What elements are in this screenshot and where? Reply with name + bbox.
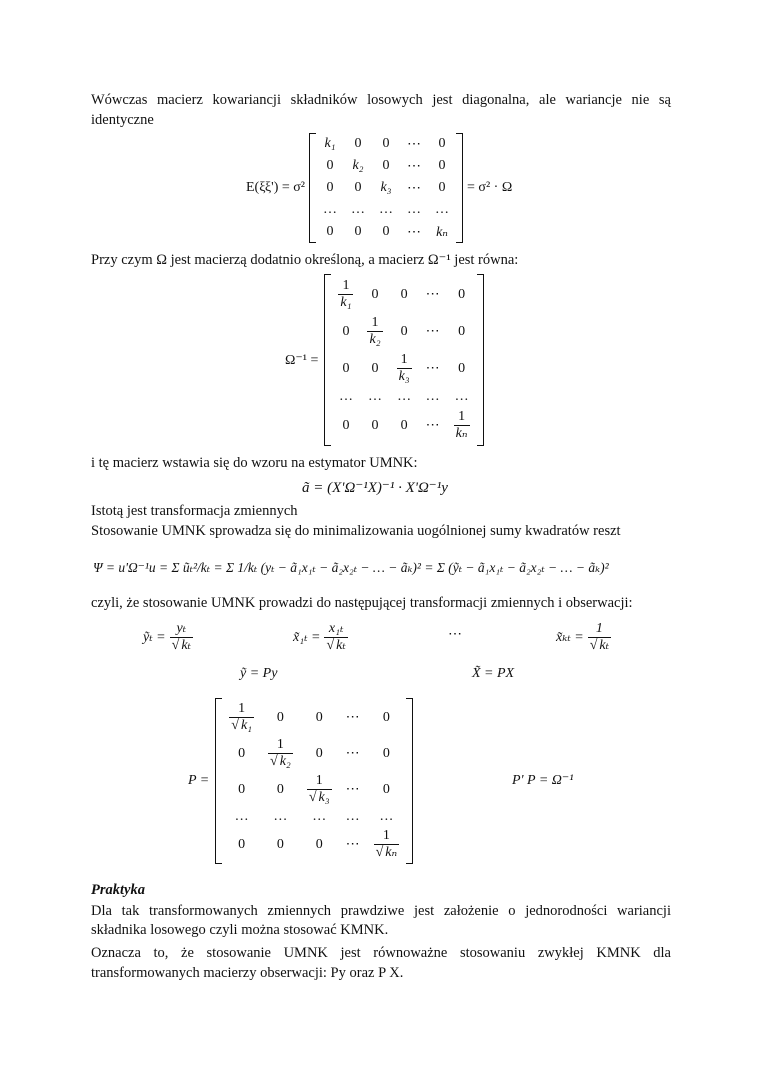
mat1-cell: 0: [438, 136, 446, 151]
transform-y: [143, 614, 193, 660]
paragraph-intro-line1: Wówczas macierz kowariancji składników losowych jest diagonalna, ale wariancje nie są: [91, 92, 671, 108]
paragraph-transform-result: czyli, że stosowanie UMNK prowadzi do następującej transformacji zmiennych i obserwacji:: [91, 595, 633, 611]
mat1-cell: k₁: [324, 136, 336, 151]
matrix-fraction-cell: $\frac{1}{\text{√ k₃}}$: [308, 773, 330, 805]
matrix-cell: 0: [371, 417, 379, 433]
mat1-cell: 0: [382, 136, 390, 151]
matrix-fraction-cell: $\frac{1}{\text{k₁}}$: [340, 278, 352, 310]
matrix-cell: 0: [276, 709, 284, 725]
matrix-p: [215, 698, 413, 864]
t2-frac: $\frac{\text{x₁ₜ}}{\text{√ kₜ}}$: [326, 620, 346, 653]
matrix-cell: ⋯: [345, 746, 360, 761]
paragraph-praktyka-line2: składnika losowego czyli można stosować KMNK.: [91, 922, 389, 938]
matrix-cell: …: [273, 809, 288, 824]
heading-praktyka: Praktyka: [91, 882, 145, 898]
matrix-cell: 0: [371, 360, 379, 376]
eq1-rhs: = σ² · Ω: [467, 180, 513, 195]
t2-lhs: x̃₁ₜ =: [293, 629, 321, 645]
matrix-cell: 0: [400, 286, 408, 302]
matrix-cell: 0: [458, 360, 466, 376]
matrix-cell: ⋯: [425, 418, 440, 433]
matrix-cell: ⋯: [345, 782, 360, 797]
matrix-cell: …: [368, 389, 383, 404]
t1-lhs: ỹₜ =: [143, 629, 166, 645]
transform-xk: [556, 614, 611, 660]
matrix-cell: 0: [238, 836, 246, 852]
matrix-cell: …: [338, 389, 353, 404]
matrix-cell: 0: [238, 781, 246, 797]
matrix-cell: ⋯: [425, 324, 440, 339]
matrix-cell: ⋯: [425, 287, 440, 302]
matrix-cell: …: [397, 389, 412, 404]
paragraph-equivalence-line1: Oznacza to, że stosowanie UMNK jest równoważne stosowaniu zwykłej KMNK dla: [91, 945, 671, 961]
mat1-cell: 0: [382, 224, 390, 239]
matrix-cell: 0: [400, 417, 408, 433]
eq1-lhs: E(ξξ') = σ²: [246, 180, 306, 195]
mat1-cell: …: [407, 202, 422, 217]
mat1-cell: 0: [354, 136, 362, 151]
t1-den: kₜ: [181, 637, 191, 653]
mat1-cell: 0: [326, 158, 334, 173]
matrix-cell: ⋯: [345, 837, 360, 852]
mat1-cell: …: [323, 202, 338, 217]
t3-den: kₜ: [599, 637, 610, 653]
matrix-cell: 0: [342, 417, 350, 433]
matrix-cell: 0: [382, 709, 390, 725]
equation-psi: [93, 546, 609, 590]
equation-estimator: ã = (X'Ω⁻¹X)⁻¹ · X'Ω⁻¹y: [302, 480, 448, 496]
mat1-cell: 0: [354, 224, 362, 239]
equation-pp-omega: P' P = Ω⁻¹: [512, 773, 574, 788]
t3-frac: $\frac{1}{\text{√ kₜ}}$: [589, 620, 610, 653]
paragraph-transformation: Istotą jest transformacja zmiennych: [91, 503, 298, 519]
matrix-fraction-cell: $\frac{1}{\text{kₙ}}$: [455, 409, 468, 441]
transform-x1: [293, 614, 348, 660]
eq2-lhs: Ω⁻¹ =: [285, 352, 319, 368]
t3-num: 1: [595, 620, 603, 636]
mat1-cell: ⋯: [407, 158, 422, 174]
mat1-cell: 0: [326, 180, 334, 195]
equation-x-px: X̃ = PX: [472, 666, 515, 681]
paragraph-omega: Przy czym Ω jest macierzą dodatnio określoną, a macierz Ω⁻¹ jest równa:: [91, 252, 519, 268]
mat1-cell: k₂: [352, 158, 364, 173]
matrix-cell: 0: [238, 745, 246, 761]
equation-y-py: ỹ = Py: [240, 666, 278, 681]
mat1-cell: ⋯: [407, 224, 422, 240]
eq-p-lhs: P =: [188, 773, 210, 788]
paragraph-equivalence-line2: transformowanych macierzy obserwacji: Py oraz P X.: [91, 965, 404, 981]
matrix-cell: 0: [315, 836, 323, 852]
eq4-text: Ψ = u'Ω⁻¹u = Σ ũₜ²/kₜ = Σ 1/kₜ (yₜ − ã₁x₁ₜ − ã₂x₂ₜ − … − ãₖ)² = Σ (ỹₜ − ã₁x₁ₜ − ã₂x₂ₜ − … − ãₖ)²: [93, 560, 609, 575]
t2-den: kₜ: [336, 637, 346, 653]
matrix-cell: …: [234, 809, 249, 824]
mat1-cell: kₙ: [436, 224, 448, 240]
matrix-cell: 0: [371, 286, 379, 302]
matrix-cell: 0: [315, 745, 323, 761]
equation-omega-inverse: [285, 272, 484, 448]
matrix-cell: 0: [382, 781, 390, 797]
t1-frac: $\frac{\text{yₜ}}{\text{√ kₜ}}$: [171, 620, 191, 653]
mat1-cell: …: [351, 202, 366, 217]
mat1-cell: …: [379, 202, 394, 217]
paragraph-umnk-estimator: i tę macierz wstawia się do wzoru na estymator UMNK:: [91, 455, 418, 471]
mat1-cell: …: [435, 202, 450, 217]
matrix-cell: …: [379, 809, 394, 824]
mat1-cell: 0: [438, 158, 446, 173]
matrix-cell: 0: [400, 323, 408, 339]
equation-covariance: [246, 132, 512, 244]
mat1-cell: 0: [438, 180, 446, 195]
transform-dots: ⋯: [448, 627, 462, 642]
matrix-cell: 0: [382, 745, 390, 761]
t2-num: x₁ₜ: [328, 620, 344, 636]
matrix-cell: 0: [458, 286, 466, 302]
t3-lhs: x̃ₖₜ =: [556, 629, 584, 645]
matrix-cell: 0: [315, 709, 323, 725]
matrix-cell: 0: [342, 360, 350, 376]
t1-num: yₜ: [176, 620, 187, 636]
matrix-cell: 0: [342, 323, 350, 339]
matrix-fraction-cell: $\frac{1}{\text{√ k₁}}$: [231, 701, 253, 733]
matrix-omega-inverse-table: [331, 274, 476, 446]
mat1-cell: ⋯: [407, 180, 422, 196]
matrix-fraction-cell: $\frac{1}{\text{√ k₂}}$: [270, 737, 291, 769]
paragraph-intro-line2: identyczne: [91, 112, 154, 128]
equation-p-matrix: [188, 688, 413, 874]
paragraph-minimization: Stosowanie UMNK sprowadza się do minimalizowania uogólnionej sumy kwadratów reszt: [91, 523, 621, 539]
mat1-cell: ⋯: [407, 136, 422, 152]
matrix-omega-inverse: [324, 274, 483, 446]
matrix-cell: 0: [276, 836, 284, 852]
matrix-cell: ⋯: [425, 361, 440, 376]
matrix-cell: …: [312, 809, 327, 824]
paragraph-praktyka-line1: Dla tak transformowanych zmiennych prawdziwe jest założenie o jednorodności wariancji: [91, 903, 671, 919]
matrix-fraction-cell: $\frac{1}{\text{√ kₙ}}$: [375, 828, 398, 860]
matrix-cell: ⋯: [345, 710, 360, 725]
mat1-cell: 0: [382, 158, 390, 173]
mat1-cell: k₃: [380, 180, 392, 195]
matrix-cell: 0: [276, 781, 284, 797]
matrix-fraction-cell: $\frac{1}{\text{k₂}}$: [369, 315, 381, 347]
matrix-p-table: [222, 698, 406, 864]
matrix-k-diagonal: [309, 133, 463, 243]
matrix-cell: …: [345, 809, 360, 824]
matrix-cell: …: [425, 389, 440, 404]
mat1-cell: 0: [354, 180, 362, 195]
matrix-k-table: [316, 133, 456, 243]
matrix-cell: 0: [458, 323, 466, 339]
mat1-cell: 0: [326, 224, 334, 239]
matrix-cell: …: [454, 389, 469, 404]
matrix-fraction-cell: $\frac{1}{\text{k₃}}$: [398, 352, 410, 384]
